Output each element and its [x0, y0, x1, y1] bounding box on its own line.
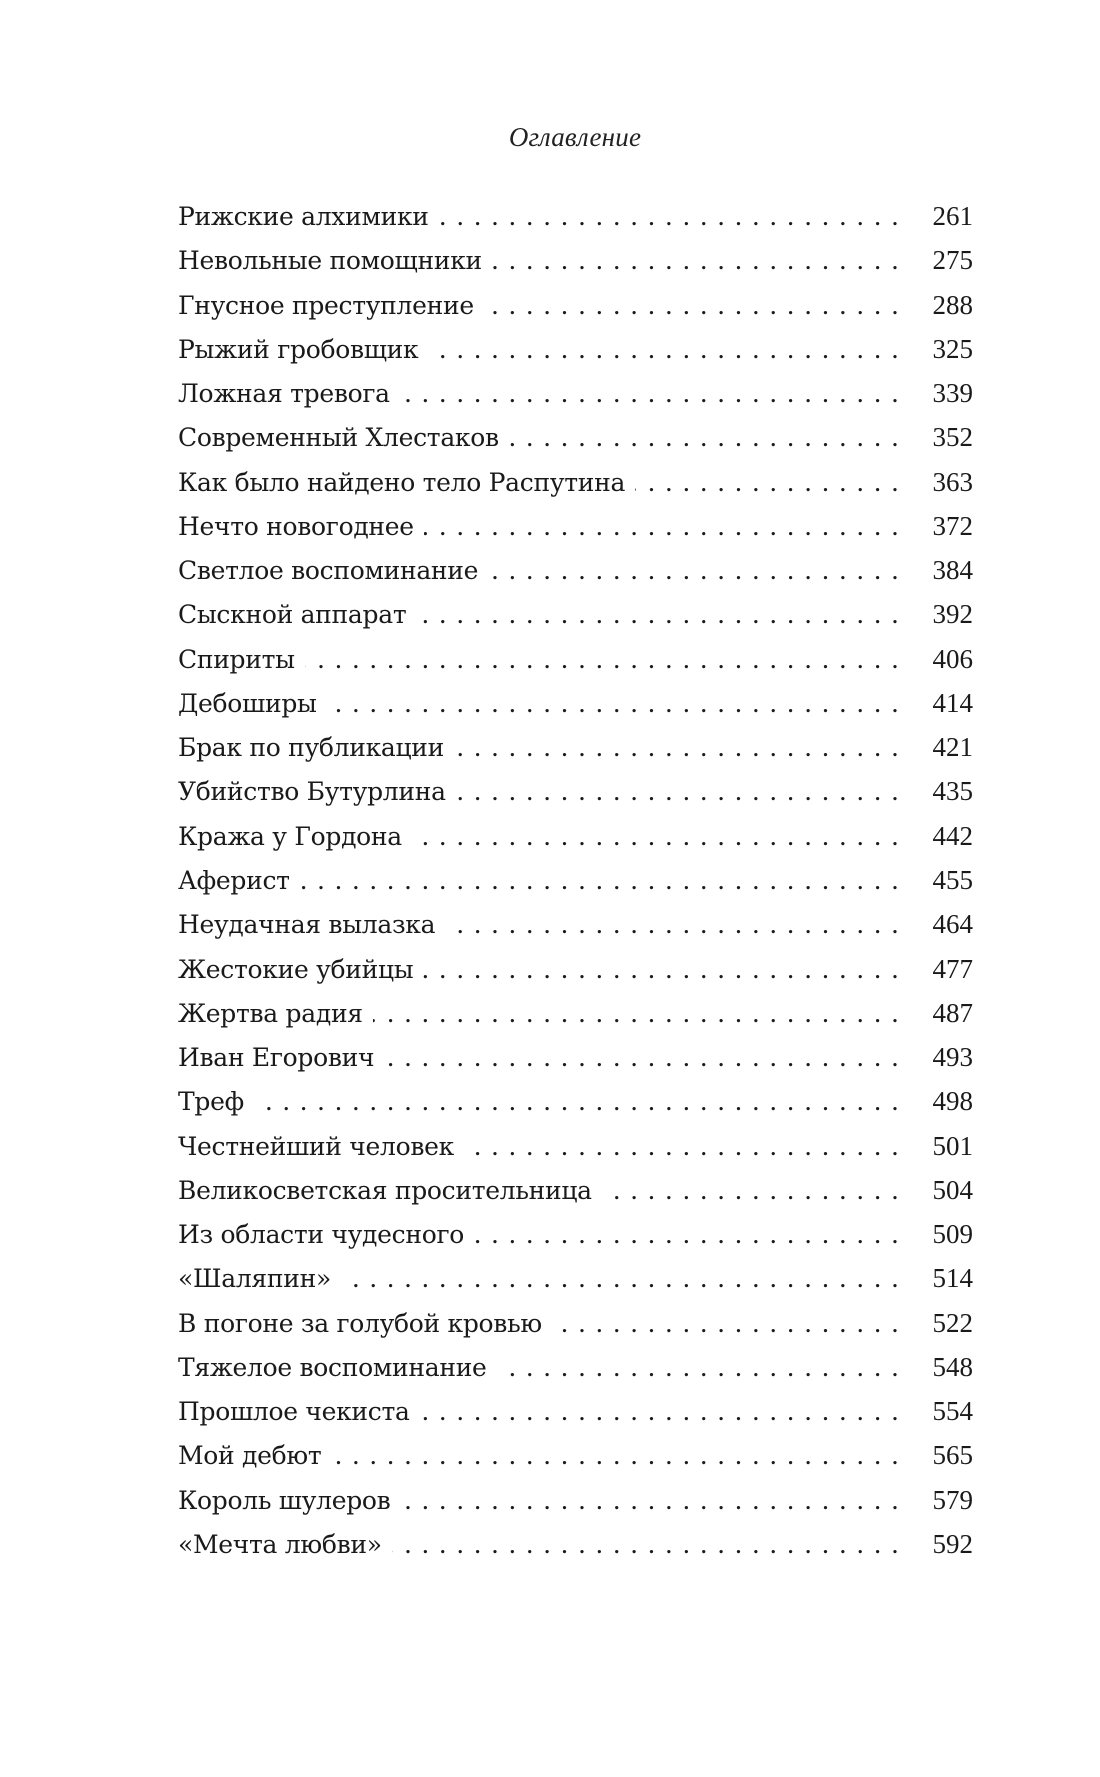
toc-entry-title: Тяжелое воспоминание [178, 1352, 487, 1382]
dot-leader [300, 864, 899, 898]
toc-entry-title: Из области чудесного [178, 1220, 465, 1250]
toc-entry-page-number: 592 [932, 1528, 973, 1559]
toc-entry-title: Великосветская просительница [178, 1175, 592, 1205]
dot-leader [602, 1174, 899, 1208]
dot-leader [474, 1218, 899, 1252]
toc-entry-title: Рижские алхимики [178, 202, 429, 231]
toc-entry-title: Кража у Гордона [178, 821, 402, 851]
toc-entry-title: «Мечта любви» [178, 1529, 382, 1559]
toc-entry-title: Ложная тревога [178, 379, 390, 409]
toc-entry-page-number: 493 [932, 1042, 973, 1073]
toc-entry-title: Рыжий гробовщик [178, 334, 419, 364]
toc-entry [178, 1350, 973, 1394]
toc-entry-title: «Шаляпин» [178, 1264, 331, 1294]
toc-entry-page-number: 372 [932, 510, 973, 541]
toc-entry [178, 1040, 973, 1084]
toc-entry [178, 465, 973, 509]
toc-entry [178, 819, 973, 863]
toc-entry [178, 1084, 973, 1128]
toc-entry-page-number: 435 [932, 776, 973, 807]
toc-entry [178, 774, 973, 818]
toc-entry [178, 243, 973, 287]
toc-entry [178, 863, 973, 907]
dot-leader [428, 333, 899, 367]
toc-entry [178, 376, 973, 420]
toc-entry-title: Аферист [178, 865, 290, 895]
dot-leader [497, 1351, 899, 1385]
toc-entry-page-number: 275 [932, 245, 973, 276]
toc-entry-title: Гнусное преступление [178, 290, 474, 320]
toc-entry [178, 199, 973, 243]
toc-entry-page-number: 477 [932, 953, 973, 984]
toc-entry-page-number: 288 [932, 289, 973, 320]
toc-entry-page-number: 406 [932, 643, 973, 674]
dot-leader [635, 466, 899, 500]
toc-entry [178, 907, 973, 951]
toc-entry-title: В погоне за голубой кровью [178, 1308, 542, 1338]
toc-entry-title: Сыскной аппарат [178, 600, 407, 630]
toc-entry-page-number: 504 [932, 1174, 973, 1205]
toc-entry-page-number: 414 [932, 687, 973, 718]
toc-entry [178, 1483, 973, 1527]
toc-entry-title: Убийство Бутурлина [178, 777, 446, 807]
toc-entry-page-number: 522 [932, 1307, 973, 1338]
dot-leader [341, 1262, 899, 1296]
toc-entry [178, 1261, 973, 1305]
toc-entry-title: Дебоширы [178, 688, 317, 718]
toc-entry-title: Невольные помощники [178, 246, 482, 276]
toc-entry [178, 1129, 973, 1173]
dot-leader [416, 598, 899, 632]
dot-leader [552, 1307, 899, 1341]
dot-leader [454, 731, 899, 765]
toc-entry [178, 952, 973, 996]
toc-entry-title: Честнейший человек [178, 1131, 454, 1161]
toc-entry-page-number: 421 [932, 732, 973, 763]
toc-entry-title: Иван Егорович [178, 1043, 375, 1073]
toc-entry-title: Современный Хлестаков [178, 423, 499, 453]
table-of-contents [178, 199, 973, 1571]
dot-leader [305, 643, 899, 677]
toc-entry-page-number: 498 [932, 1086, 973, 1117]
toc-entry-page-number: 363 [932, 466, 973, 497]
toc-entry [178, 288, 973, 332]
dot-leader [400, 377, 899, 411]
toc-entry-page-number: 509 [932, 1219, 973, 1250]
toc-entry [178, 597, 973, 641]
toc-entry-page-number: 579 [932, 1484, 973, 1515]
toc-entry-page-number: 442 [932, 820, 973, 851]
dot-leader [420, 1395, 899, 1429]
toc-entry-page-number: 384 [932, 555, 973, 586]
toc-entry-page-number: 501 [932, 1130, 973, 1161]
running-head-title: Оглавление [508, 122, 642, 152]
toc-entry [178, 642, 973, 686]
dot-leader [445, 908, 899, 942]
toc-entry [178, 686, 973, 730]
dot-leader [392, 1528, 899, 1562]
dot-leader [373, 997, 899, 1031]
dot-leader [327, 687, 899, 721]
toc-entry-title: Светлое воспоминание [178, 556, 479, 586]
toc-entry-title: Неудачная вылазка [178, 910, 436, 940]
toc-entry-page-number: 325 [932, 333, 973, 364]
toc-entry [178, 996, 973, 1040]
toc-entry-page-number: 261 [932, 201, 973, 231]
toc-entry-page-number: 464 [932, 909, 973, 940]
toc-entry [178, 1394, 973, 1438]
toc-entry [178, 1438, 973, 1482]
toc-entry [178, 1173, 973, 1217]
toc-entry [178, 553, 973, 597]
toc-entry-title: Как было найдено тело Распутина [178, 467, 626, 497]
toc-entry-title: Треф [178, 1087, 244, 1117]
dot-leader [509, 421, 899, 455]
toc-entry-title: Спириты [178, 644, 295, 674]
toc-entry-title: Прошлое чекиста [178, 1397, 410, 1427]
toc-entry [178, 1527, 973, 1571]
toc-entry [178, 420, 973, 464]
toc-entry-page-number: 487 [932, 997, 973, 1028]
dot-leader [492, 244, 899, 278]
toc-entry-page-number: 455 [932, 864, 973, 895]
toc-entry [178, 1306, 973, 1350]
dot-leader [456, 775, 899, 809]
toc-entry-title: Жестокие убийцы [178, 954, 414, 984]
dot-leader [424, 510, 899, 544]
dot-leader [484, 289, 899, 323]
toc-entry-title: Нечто новогоднее [178, 511, 414, 541]
toc-entry-page-number: 392 [932, 599, 973, 630]
toc-entry-page-number: 514 [932, 1263, 973, 1294]
toc-entry-title: Жертва радия [178, 998, 363, 1028]
toc-entry [178, 730, 973, 774]
dot-leader [384, 1041, 899, 1075]
dot-leader [439, 200, 899, 234]
dot-leader [464, 1130, 899, 1164]
dot-leader [331, 1439, 899, 1473]
toc-entry-page-number: 339 [932, 378, 973, 409]
dot-leader [412, 820, 899, 854]
toc-entry-page-number: 548 [932, 1351, 973, 1382]
toc-entry [178, 332, 973, 376]
toc-entry-title: Король шулеров [178, 1485, 391, 1515]
toc-entry-page-number: 554 [932, 1396, 973, 1427]
dot-leader [400, 1484, 899, 1518]
toc-entry [178, 509, 973, 553]
toc-entry-page-number: 565 [932, 1440, 973, 1471]
toc-entry [178, 1217, 973, 1261]
dot-leader [423, 953, 899, 987]
toc-entry-page-number: 352 [932, 422, 973, 453]
toc-entry-title: Брак по публикации [178, 733, 445, 763]
dot-leader [488, 554, 899, 588]
toc-entry-title: Мой дебют [178, 1441, 322, 1471]
dot-leader [254, 1085, 899, 1119]
